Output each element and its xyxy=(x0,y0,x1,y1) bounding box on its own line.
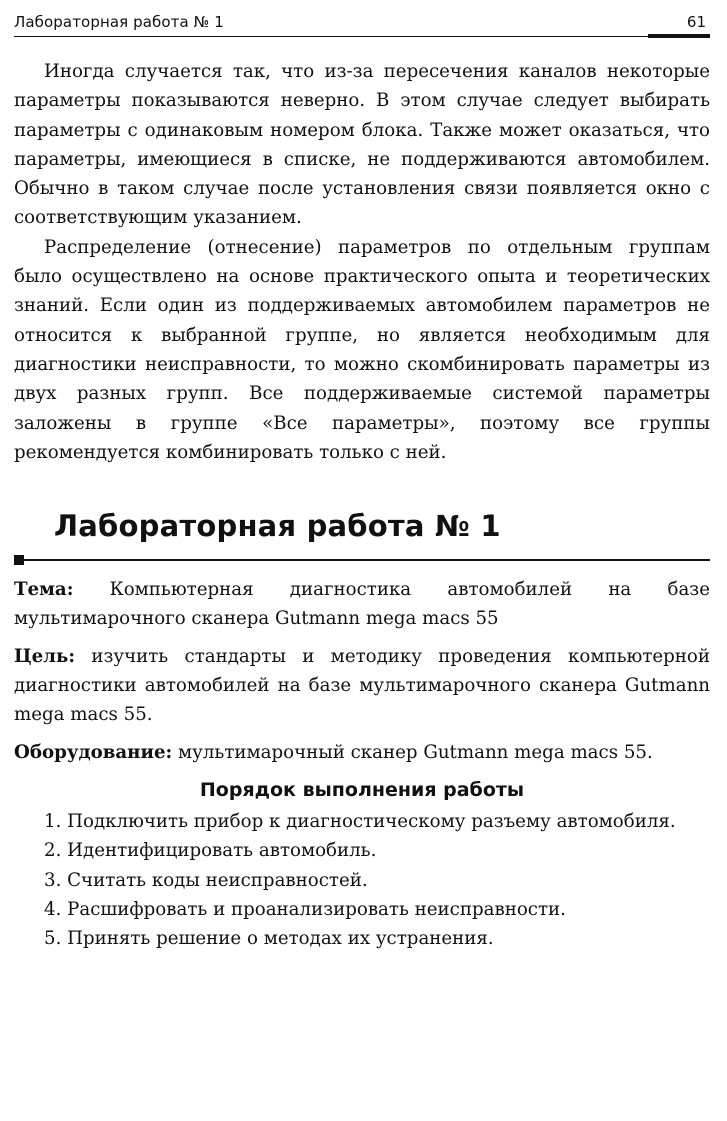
section-rule xyxy=(14,559,710,561)
equipment-label: Оборудование: xyxy=(14,741,173,763)
goal-text: изучить стандарты и методику проведения компьютерной диагностики автомобилей на базе мультимарочного сканера Gutmann mega macs 55. xyxy=(14,645,710,726)
list-item: 1. Подключить прибор к диагностическому разъему автомобиля. xyxy=(44,810,676,832)
topic-text: Компьютерная диагностика автомобилей на базе мультимарочного сканера Gutmann mega macs 55 xyxy=(14,579,710,630)
procedure-title: Порядок выполнения работы xyxy=(199,778,525,801)
section-title: Лабораторная работа № 1 xyxy=(54,509,501,544)
lab-equipment xyxy=(14,738,710,767)
goal-label: Цель: xyxy=(14,645,76,667)
list-item: 5. Принять решение о методах их устранения. xyxy=(44,928,494,950)
list-item: 2. Идентифицировать автомобиль. xyxy=(44,840,377,862)
running-title: Лабораторная работа № 1 xyxy=(14,13,224,31)
procedure-steps xyxy=(14,807,710,953)
lab-topic xyxy=(14,575,710,634)
list-item: 3. Считать коды неисправностей. xyxy=(44,869,368,891)
intro-paragraph-1: Иногда случается так, что из-за пересечения каналов некоторые параметры показываются неверно. В этом случае следует выбирать параметры с одинаковым номером блока. Также может оказаться, что параметры, имеющиеся в списке, не поддерживаются автомобилем. Обычно в таком случае после установления связи появляется окно с соответствующим указанием. xyxy=(14,61,710,229)
intro-paragraph-2: Распределение (отнесение) параметров по отдельным группам было осуществлено на основе практического опыта и теоретических знаний. Если один из поддерживаемых автомобилем параметров не относится к выбранной группе, но является необходимым для диагностики неисправности, то можно скомбинировать параметры из двух разных групп. Все поддерживаемые системой параметры заложены в группе «Все параметры», поэтому все группы рекомендуется комбинировать только с ней. xyxy=(14,236,710,463)
header-rule xyxy=(14,36,710,37)
header-rule-accent xyxy=(648,34,710,38)
running-header xyxy=(14,0,710,36)
lab-meta xyxy=(14,575,710,767)
equipment-text: мультимарочный сканер Gutmann mega macs 55. xyxy=(172,741,653,763)
lab-goal xyxy=(14,642,710,730)
topic-label: Тема: xyxy=(14,579,74,601)
list-item: 4. Расшифровать и проанализировать неисправности. xyxy=(44,898,566,920)
page-number: 61 xyxy=(686,13,706,31)
section-marker-square xyxy=(14,555,24,565)
book-page xyxy=(14,0,710,1121)
section-heading-block xyxy=(14,509,710,563)
